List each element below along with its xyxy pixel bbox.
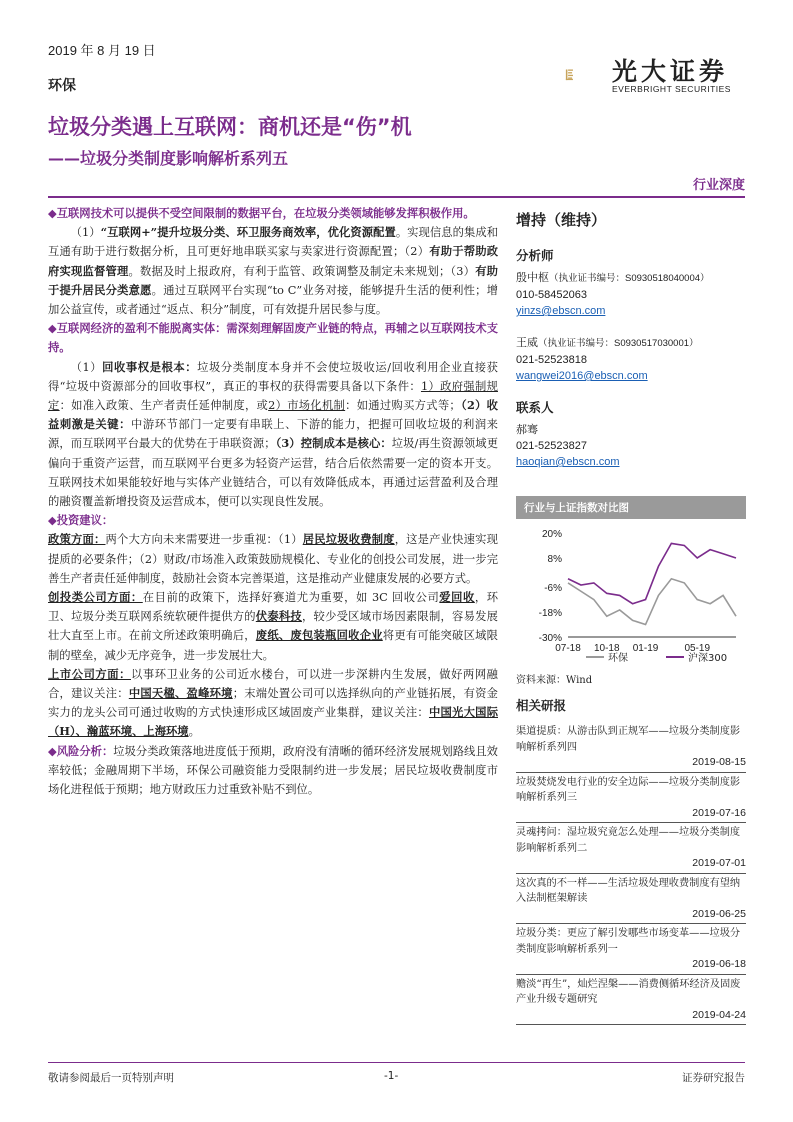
analyst-cert: （执业证书编号：S0930517030001） xyxy=(538,338,699,349)
bottom-divider xyxy=(48,1062,745,1063)
related-report-date: 2019-04-24 xyxy=(692,1008,746,1021)
sidebar xyxy=(516,212,746,470)
text: ，环卫、垃圾分类互联网系统软硬件提供方的 xyxy=(48,591,498,624)
analyst-name: 殷中枢 xyxy=(516,272,549,284)
analyst-email-link[interactable]: wangwei2016@ebscn.com xyxy=(516,370,648,382)
paragraph-policy xyxy=(48,530,498,588)
related-report-date: 2019-07-01 xyxy=(692,857,746,869)
text-bold: 政策方面： xyxy=(48,532,106,547)
text: 以事环卫业务的公司近水楼台，可以进一步深耕内生发展，做好两网融合，建议关注： xyxy=(48,667,498,701)
text: 。通过互联网平台实现“to C”业务对接，能够提升生活的便利性；增加公益宣传，或者通过“返点、积分”制度，可有效提升居民参与度。 xyxy=(48,283,498,317)
related-report-title: 赡淡“再生”，灿烂涅槃——消费侧循环经济及固废产业升级专题研究 xyxy=(516,978,741,1005)
text-bold: 上市公司方面： xyxy=(48,666,131,681)
related-report-title: 渠道提质：从游击队到正规军——垃圾分类制度影响解析系列四 xyxy=(516,726,741,753)
report-title: 垃圾分类遇上互联网：商机还是“伤”机 xyxy=(48,115,412,139)
text: ，较少受区域市场因素限制，容易发展壮大直至上市。在前文所述政策明确后， xyxy=(48,610,498,643)
section-head-investment: ◆投资建议： xyxy=(48,513,114,528)
related-reports-list xyxy=(516,724,746,1027)
y-tick-label: 8% xyxy=(547,553,562,565)
text: 将更有可能突破区域限制的壁垒，减少无序竞争，进一步发展壮大。 xyxy=(48,629,498,662)
analyst-card xyxy=(516,335,746,384)
related-report-date: 2019-06-18 xyxy=(692,958,746,970)
related-report-item[interactable] xyxy=(516,977,746,1026)
text-underline: 1）政府强制规定 xyxy=(48,379,498,413)
text-underline: 2）市场化机制 xyxy=(268,399,346,413)
chart-source: 资料来源：Wind xyxy=(516,675,593,686)
y-tick-label: -30% xyxy=(538,633,562,644)
legend-label: 沪深300 xyxy=(688,653,728,664)
related-report-title: 这次真的不一样——生活垃圾处理收费制度有望纳入法制框架解读 xyxy=(516,877,741,904)
index-comparison-chart xyxy=(516,496,746,686)
related-report-date: 2019-07-16 xyxy=(692,806,746,819)
series-line xyxy=(568,543,736,603)
chart-plot xyxy=(516,519,746,669)
x-tick-label: 01-19 xyxy=(632,643,659,654)
related-report-title: 垃圾焚烧发电行业的安全边际——垃圾分类制度影响解析系列三 xyxy=(516,776,741,803)
related-reports-heading: 相关研报 xyxy=(516,698,567,713)
report-subtitle: ——垃圾分类制度影响解析系列五 xyxy=(48,149,289,168)
analyst-heading: 分析师 xyxy=(516,248,554,263)
text-bold: 中国天楹、盈峰环境 xyxy=(128,686,233,701)
text: ，这是产业快速实现提质的必要条件；（2）财政/市场准入政策鼓励规模化、专业化的创投公司发展，进一步完善生产者责任延伸制度，鼓励社会资本完善渠道，这是推动产业健康发展的必要方式。 xyxy=(48,533,498,585)
contact-phone: 021-52523827 xyxy=(516,440,587,452)
paragraph-economy xyxy=(48,358,498,512)
sector-label: 环保 xyxy=(48,77,76,93)
x-tick-label: 07-18 xyxy=(555,643,581,654)
related-report-item[interactable] xyxy=(516,825,746,874)
text: 在目前的政策下，选择好赛道尤为重要，如 3C 回收公司 xyxy=(142,591,440,605)
related-report-date: 2019-08-15 xyxy=(692,756,746,768)
text: 垃圾分类政策落地进度低于预期，政府没有清晰的循环经济发展规划路线且效率较低；金融周期下半场，环保公司融资能力受限制约进一步发展；居民垃圾收费制度市场化进程低于预期；地方财政压力过重致补贴不到位。 xyxy=(48,744,498,797)
logo-text-cn: 光大证券 xyxy=(612,57,729,86)
logo-mark-icon xyxy=(565,48,607,102)
paragraph-internet xyxy=(48,223,498,319)
contact-email-link[interactable]: haoqian@ebscn.com xyxy=(516,456,620,468)
related-report-title: 垃圾分类：更应了解引发哪些市场变革——垃圾分类制度影响解析系列一 xyxy=(516,928,741,955)
contact-heading: 联系人 xyxy=(516,400,554,415)
text: 两个大方向未来需要进一步重视：（1） xyxy=(105,533,303,547)
related-report-item[interactable] xyxy=(516,926,746,975)
series-line xyxy=(568,579,736,625)
footer-disclaimer: 敬请参阅最后一页特别声明 xyxy=(48,1072,174,1084)
analyst-email-link[interactable]: yinzs@ebscn.com xyxy=(516,305,606,317)
text: 。数据及时上报政府，有利于监管、政策调整及制定未来规划；（3） xyxy=(128,264,476,278)
section-head-internet: ◆互联网技术可以提供不受空间限制的数据平台，在垃圾分类领域能够发挥积极作用。 xyxy=(48,206,475,220)
text: 垃圾分类制度本身并不会使垃圾收运/回收利用企业直接获得“垃圾中资源部分的回收事权”，真正的事权的获得需要具备以下条件： xyxy=(48,360,498,393)
text-bold: 爱回收 xyxy=(439,590,475,605)
x-tick-label: 05-19 xyxy=(684,643,711,654)
section-head-risk: ◆风险分析： xyxy=(48,743,114,758)
text-bold: 伏泰科技 xyxy=(255,609,302,624)
legend-label: 环保 xyxy=(608,653,628,664)
text-bold: （2）收益刺激是关键： xyxy=(48,398,498,432)
y-tick-label: 20% xyxy=(541,529,562,540)
report-date: 2019 年 8 月 19 日 xyxy=(48,43,156,58)
analyst-name: 王威 xyxy=(516,337,538,349)
related-report-date: 2019-06-25 xyxy=(692,907,746,920)
contact-name: 郝骞 xyxy=(516,424,538,436)
analyst-cert: （执业证书编号：S0930518040004） xyxy=(549,273,710,284)
related-report-item[interactable] xyxy=(516,876,746,925)
text: ：如准入政策、生产者责任延伸制度，或 xyxy=(59,399,269,413)
related-report-title: 灵魂拷问：湿垃圾究竟怎么处理——垃圾分类制度影响解析系列二 xyxy=(516,827,741,854)
text: 垃圾/再生资源领域更偏向于重资产运营，而互联网平台更多为轻资产运营，结合后依然需要一定的资本开支。互联网技术如果能较好地与实体产业链结合，可以有效降低成本，再通过运营盈利及合理的融资覆盖新增投资及运营成本，便可以实现良性发展。 xyxy=(48,437,498,509)
text: 中游环节部门一定要有串联上、下游的能力，把握可回收垃圾的利润来源，而互联网平台最大的优势在于串联资源； xyxy=(48,418,498,451)
top-divider xyxy=(48,196,745,198)
text: 。 xyxy=(188,725,200,739)
logo-text-en: EVERBRIGHT SECURITIES xyxy=(612,84,731,94)
rating: 增持（维持） xyxy=(516,211,607,229)
page-number: -1- xyxy=(384,1070,399,1082)
y-tick-label: -6% xyxy=(544,583,562,595)
section-head-economy: ◆互联网经济的盈利不能脱离实体：需深刻理解固废产业链的特点，再辅之以互联网技术支持。 xyxy=(48,321,498,355)
text: ；末端处置公司可以选择纵向的产业链拓展，有资金实力的龙头公司可通过收购的方式快速形成区域固废产业集群，建议关注： xyxy=(48,687,498,720)
text-bold: 居民垃圾收费制度 xyxy=(302,532,395,547)
text-bold: 有助于帮助政府实现监督管理 xyxy=(48,244,498,278)
related-report-item[interactable] xyxy=(516,775,746,824)
text-bold: 中国光大国际（H）、瀚蓝环境、上海环境 xyxy=(48,705,498,739)
paragraph-risk xyxy=(48,742,498,800)
text: ：如通过购买方式等； xyxy=(345,399,461,413)
text: （1） xyxy=(70,226,101,240)
text-bold: “互联网+”提升垃圾分类、环卫服务商效率，优化资源配置 xyxy=(100,225,396,240)
text-bold: （3）控制成本是核心： xyxy=(275,436,392,451)
text-bold: 创投类公司方面： xyxy=(48,590,143,605)
text-bold: 有助于提升居民分类意愿 xyxy=(48,263,498,297)
main-body xyxy=(48,204,498,799)
paragraph-startups xyxy=(48,588,498,665)
related-report-item[interactable] xyxy=(516,724,746,773)
x-tick-label: 10-18 xyxy=(593,643,620,654)
text-bold: 废纸、废包装瓶回收企业 xyxy=(255,628,383,643)
report-type-label: 行业深度 xyxy=(692,178,745,193)
text: （1） xyxy=(70,360,103,374)
chart-title: 行业与上证指数对比图 xyxy=(516,496,746,519)
text-bold: 回收事权是根本： xyxy=(102,359,198,374)
analyst-phone: 021-52523818 xyxy=(516,354,587,366)
paragraph-listed xyxy=(48,665,498,742)
analyst-phone: 010-58452063 xyxy=(516,289,587,301)
text: 。实现信息的集成和互通有助于进行数据分析，且可更好地串联买家与卖家进行资源配置；（2） xyxy=(48,226,498,259)
y-tick-label: -18% xyxy=(538,608,562,620)
footer-doc-type: 证券研究报告 xyxy=(682,1072,745,1084)
analyst-card xyxy=(516,270,746,319)
